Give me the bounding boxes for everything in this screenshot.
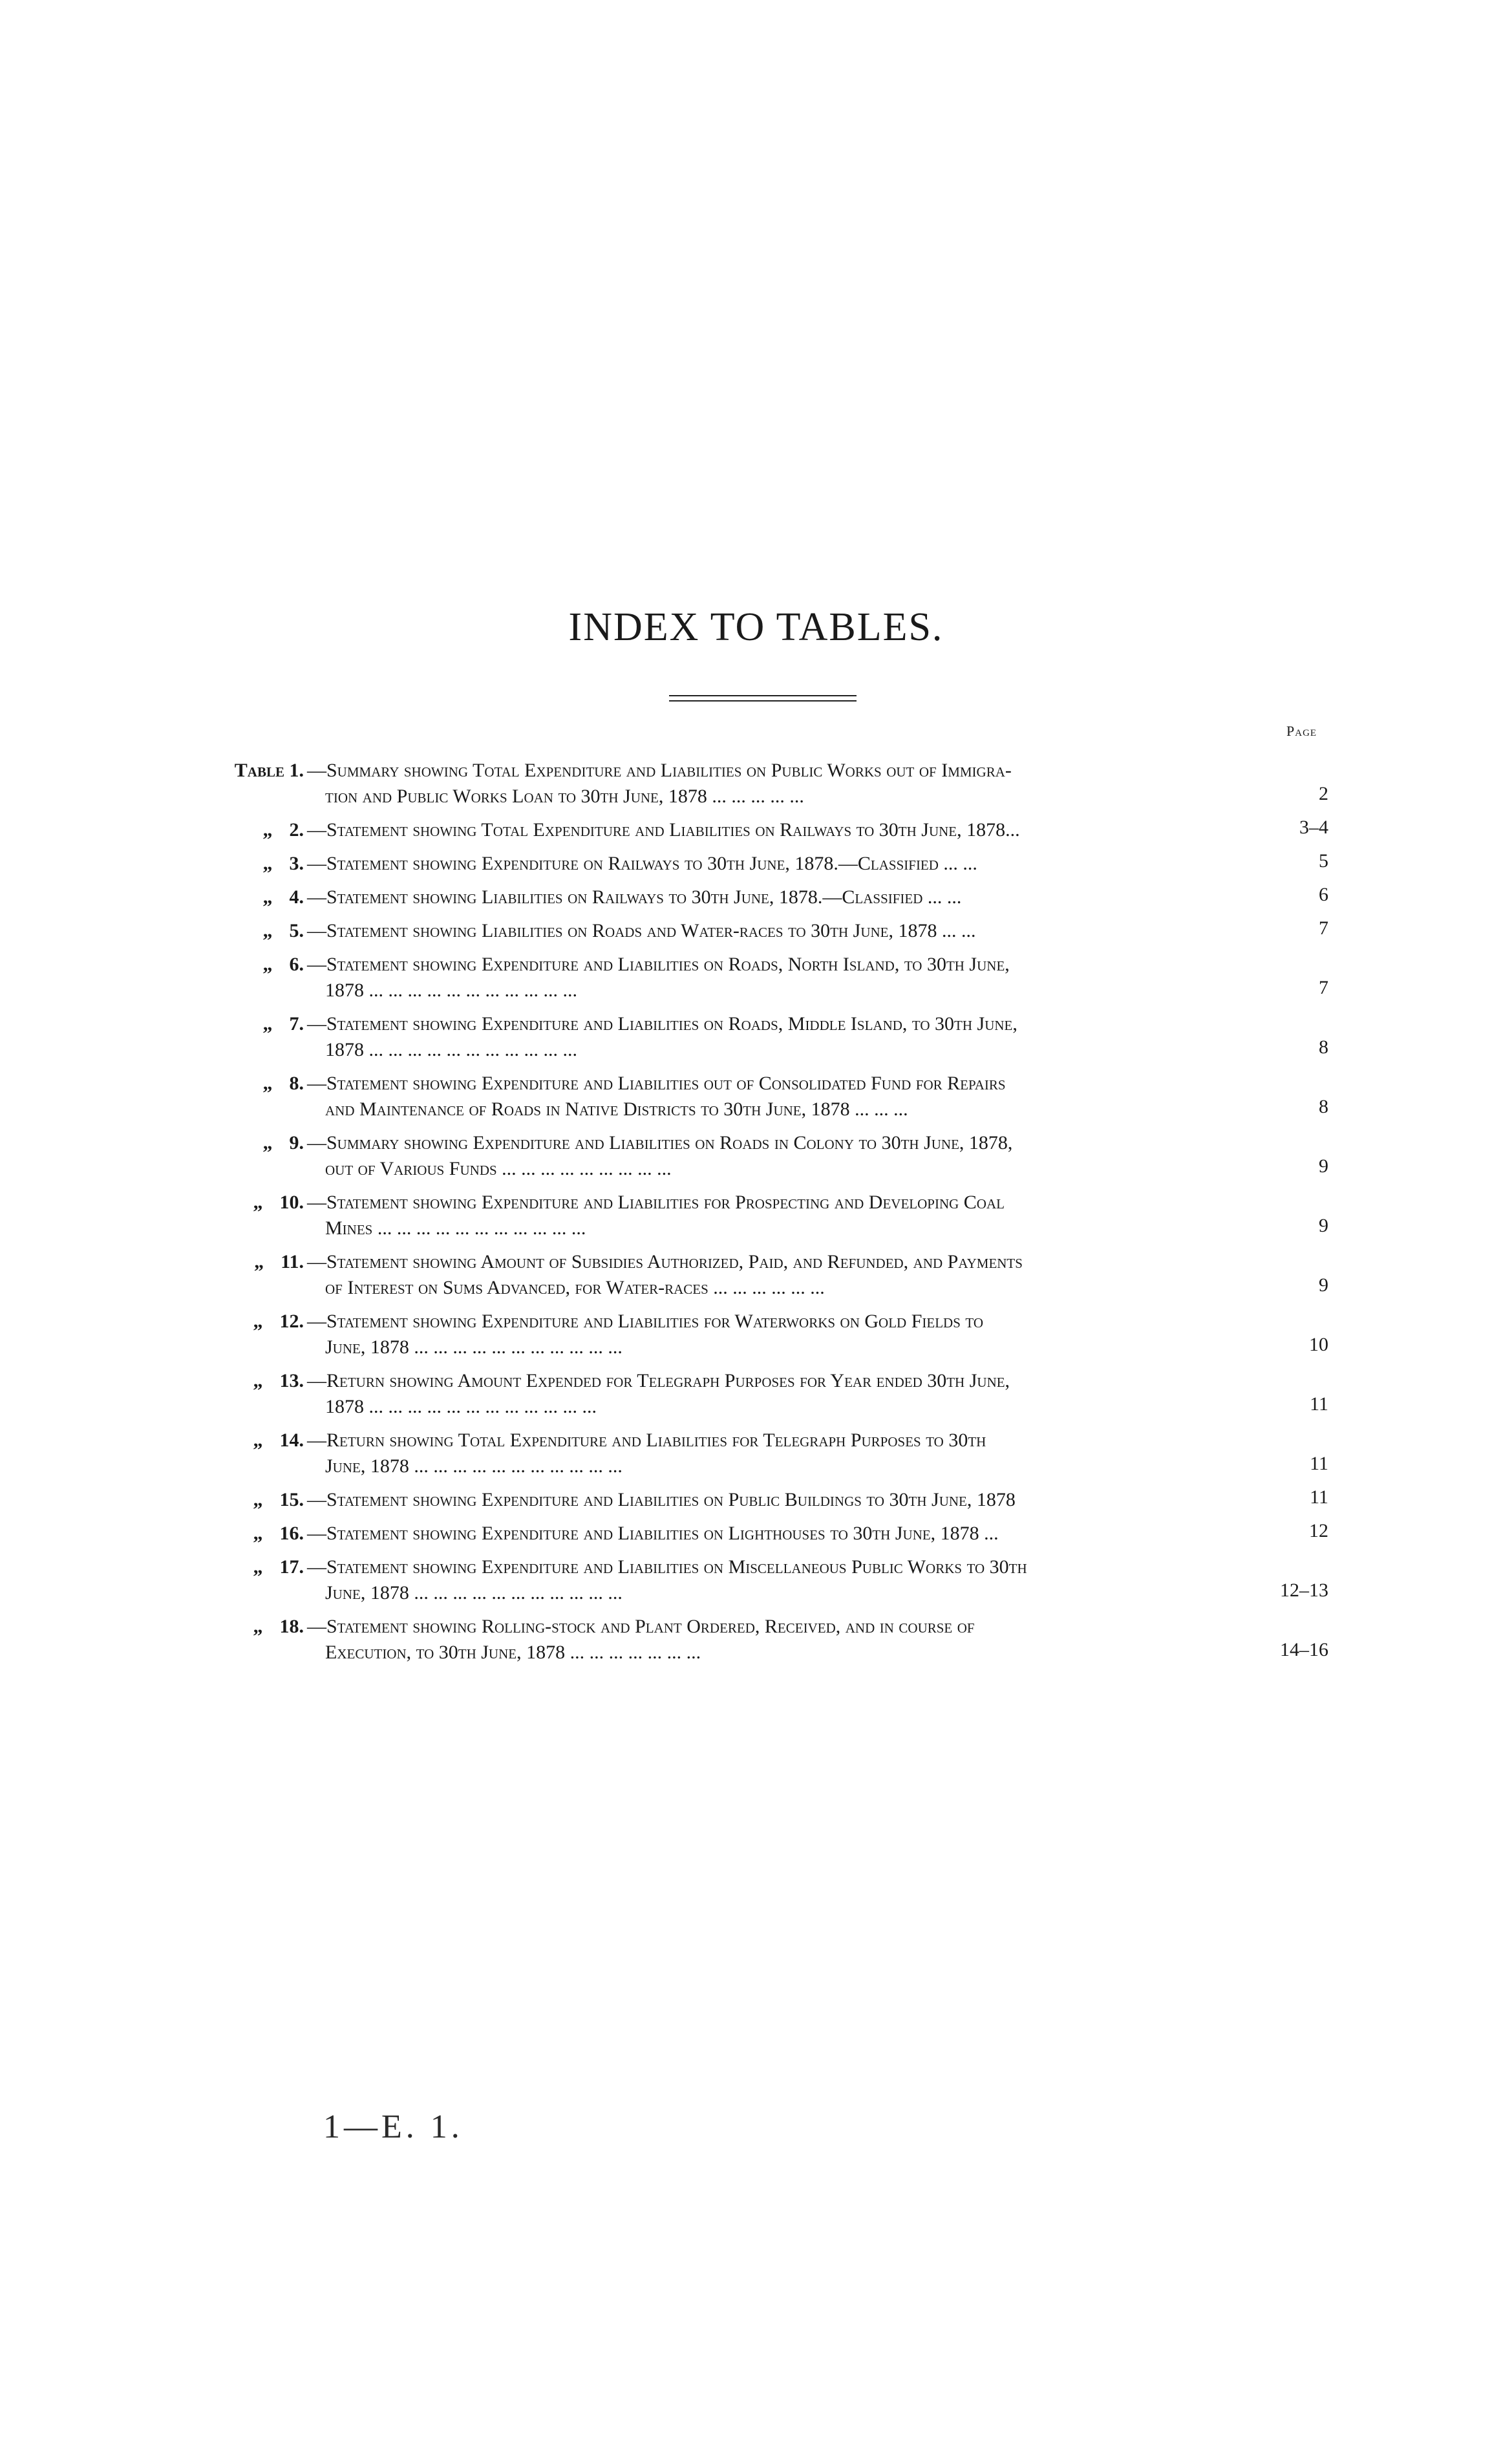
toc-entry	[187, 1190, 1328, 1241]
ditto-mark: „	[253, 1430, 263, 1451]
toc-entry-line: —Statement showing Expenditure and Liabilities out of Consolidated Fund for Repairs	[307, 1073, 1006, 1094]
table-number: 14.	[279, 1430, 304, 1451]
toc-page-number: 9	[1319, 1274, 1328, 1296]
toc-entry-line: —Statement showing Expenditure and Liabilities for Prospecting and Developing Coal	[307, 1192, 1005, 1213]
toc-entry-line: —Return showing Amount Expended for Telegraph Purposes for Year ended 30th June,	[307, 1370, 1010, 1391]
toc-entry-line: —Statement showing Liabilities on Railways to 30th June, 1878.—Classified ... ...	[307, 886, 962, 908]
toc-entry-title	[307, 952, 1244, 1003]
table-number: 6.	[289, 954, 304, 975]
toc-page-number: 11	[1310, 1486, 1328, 1508]
toc-entry	[187, 1554, 1328, 1606]
table-number: 16.	[279, 1523, 304, 1544]
toc-entry-prefix	[187, 1071, 304, 1097]
toc-entry	[187, 1011, 1328, 1063]
toc-entry-title	[307, 884, 1244, 910]
toc-entry-title	[307, 1428, 1244, 1479]
toc-entry	[187, 918, 1328, 944]
toc-entry-prefix	[187, 918, 304, 944]
toc-page-number: 9	[1319, 1215, 1328, 1236]
toc-entry-line: —Statement showing Expenditure and Liabilities on Public Buildings to 30th June, 1878	[307, 1489, 1016, 1510]
toc-page-number: 5	[1319, 850, 1328, 872]
toc-entry-line: —Statement showing Rolling-stock and Plant Ordered, Received, and in course of	[307, 1616, 975, 1637]
toc-entry-line: —Summary showing Expenditure and Liabilities on Roads in Colony to 30th June, 1878,	[307, 1132, 1013, 1153]
toc-entry-line-continued: and Maintenance of Roads in Native Districts to 30th June, 1878 ... ... ...	[325, 1099, 908, 1120]
table-number: 15.	[279, 1489, 304, 1510]
ditto-mark: „	[262, 920, 273, 941]
toc-entry-title	[307, 1190, 1244, 1241]
toc-entry-title	[307, 1614, 1244, 1666]
toc-entry-title	[307, 851, 1244, 877]
table-number: 1.	[289, 760, 304, 781]
toc-entry	[187, 1428, 1328, 1479]
toc-entry	[187, 851, 1328, 877]
table-number: 10.	[279, 1192, 304, 1213]
toc-entry-line-continued: June, 1878 ... ... ... ... ... ... ... ... ... ... ...	[325, 1582, 623, 1603]
table-number: 8.	[289, 1073, 304, 1094]
toc-entry-title	[307, 918, 1244, 944]
table-word: Table	[234, 760, 284, 781]
toc-entry-line: —Summary showing Total Expenditure and Liabilities on Public Works out of Immigra-	[307, 760, 1012, 781]
toc-page-number: 8	[1319, 1096, 1328, 1117]
toc-entry-line-continued: Mines ... ... ... ... ... ... ... ... ... ... ...	[325, 1217, 586, 1239]
toc-entry-title	[307, 1249, 1244, 1301]
toc-entry-line: —Statement showing Amount of Subsidies Authorized, Paid, and Refunded, and Payments	[307, 1251, 1023, 1272]
toc-entry-line: —Statement showing Expenditure on Railways to 30th June, 1878.—Classified ... ...	[307, 853, 977, 874]
toc-page-number: 10	[1309, 1334, 1328, 1355]
ditto-mark: „	[253, 1556, 263, 1578]
toc-entry	[187, 1130, 1328, 1182]
ditto-mark: „	[262, 886, 273, 908]
toc-entry-line: —Statement showing Total Expenditure and Liabilities on Railways to 30th June, 1878...	[307, 819, 1020, 841]
toc-entry-prefix	[187, 1554, 304, 1580]
table-number: 11.	[281, 1251, 304, 1272]
table-number: 12.	[279, 1311, 304, 1332]
toc-entry-prefix	[187, 1368, 304, 1394]
toc-entry-line: —Return showing Total Expenditure and Liabilities for Telegraph Purposes to 30th	[307, 1430, 986, 1451]
toc-entry-title	[307, 1309, 1244, 1360]
ditto-mark: „	[253, 1523, 263, 1544]
table-number: 4.	[289, 886, 304, 908]
toc-entry-line: —Statement showing Expenditure and Liabilities for Waterworks on Gold Fields to	[307, 1311, 984, 1332]
table-number: 13.	[279, 1370, 304, 1391]
ditto-mark: „	[253, 1370, 263, 1391]
toc-entry	[187, 1521, 1328, 1547]
table-of-contents	[187, 758, 1328, 1673]
toc-entry	[187, 1309, 1328, 1360]
toc-entry-line-continued: of Interest on Sums Advanced, for Water-races ... ... ... ... ... ...	[325, 1277, 825, 1298]
toc-entry-line: —Statement showing Expenditure and Liabilities on Miscellaneous Public Works to 30th	[307, 1556, 1027, 1578]
toc-page-number: 12	[1309, 1520, 1328, 1541]
toc-page-number: 3–4	[1299, 817, 1328, 838]
title-rule-top	[669, 695, 857, 696]
toc-entry-line: —Statement showing Expenditure and Liabilities on Roads, Middle Island, to 30th June,	[307, 1013, 1017, 1034]
ditto-mark: „	[253, 1311, 263, 1332]
toc-entry-title	[307, 1071, 1244, 1122]
ditto-mark: „	[262, 1073, 273, 1094]
toc-entry-title	[307, 1368, 1244, 1420]
toc-entry-title	[307, 1011, 1244, 1063]
toc-entry	[187, 758, 1328, 809]
toc-entry-prefix	[187, 1249, 304, 1275]
toc-entry	[187, 1071, 1328, 1122]
toc-entry-title	[307, 1130, 1244, 1182]
toc-entry-prefix	[187, 1011, 304, 1037]
table-number: 3.	[289, 853, 304, 874]
table-number: 5.	[289, 920, 304, 941]
footer-signature-mark: 1—E. 1.	[323, 2108, 463, 2145]
ditto-mark: „	[253, 1616, 263, 1637]
toc-entry	[187, 1249, 1328, 1301]
toc-page-number: 2	[1319, 783, 1328, 804]
title-rule-bottom	[669, 700, 857, 702]
toc-entry-line-continued: out of Various Funds ... ... ... ... ... ... ... ... ...	[325, 1158, 672, 1179]
toc-entry	[187, 952, 1328, 1003]
toc-page-number: 6	[1319, 884, 1328, 905]
toc-entry-prefix	[187, 1521, 304, 1547]
toc-entry-line: —Statement showing Liabilities on Roads and Water-races to 30th June, 1878 ... ...	[307, 920, 976, 941]
toc-entry-line: —Statement showing Expenditure and Liabilities on Lighthouses to 30th June, 1878 ...	[307, 1523, 999, 1544]
toc-entry-line-continued: 1878 ... ... ... ... ... ... ... ... ... ... ... ...	[325, 1396, 597, 1417]
toc-page-number: 11	[1310, 1393, 1328, 1415]
ditto-mark: „	[254, 1251, 264, 1272]
toc-page-number: 12–13	[1280, 1580, 1328, 1601]
toc-entry-prefix	[187, 1130, 304, 1156]
toc-entry	[187, 1368, 1328, 1420]
ditto-mark: „	[253, 1489, 263, 1510]
toc-page-number: 8	[1319, 1036, 1328, 1058]
toc-entry-prefix	[187, 952, 304, 978]
table-number: 17.	[279, 1556, 304, 1578]
toc-entry-title	[307, 1554, 1244, 1606]
ditto-mark: „	[262, 1013, 273, 1034]
toc-entry-prefix	[187, 1487, 304, 1513]
ditto-mark: „	[262, 954, 273, 975]
toc-entry-title	[307, 1487, 1244, 1513]
page-column-header: Page	[1286, 723, 1317, 739]
toc-entry-prefix	[187, 1614, 304, 1640]
toc-entry-title	[307, 817, 1244, 843]
table-number: 2.	[289, 819, 304, 841]
toc-entry-line-continued: 1878 ... ... ... ... ... ... ... ... ... ... ...	[325, 980, 577, 1001]
table-number: 7.	[289, 1013, 304, 1034]
toc-entry-prefix	[187, 1428, 304, 1453]
toc-entry-prefix	[187, 817, 304, 843]
toc-entry-line-continued: Execution, to 30th June, 1878 ... ... ... ... ... ... ...	[325, 1642, 701, 1663]
toc-entry-prefix	[187, 851, 304, 877]
toc-page-number: 14–16	[1280, 1639, 1328, 1660]
ditto-mark: „	[253, 1192, 263, 1213]
ditto-mark: „	[262, 853, 273, 874]
toc-entry-title	[307, 758, 1244, 809]
toc-entry-line-continued: tion and Public Works Loan to 30th June, 1878 ... ... ... ... ...	[325, 786, 804, 807]
toc-entry	[187, 1487, 1328, 1513]
toc-entry-prefix	[187, 1190, 304, 1216]
ditto-mark: „	[262, 1132, 273, 1153]
toc-entry-line-continued: 1878 ... ... ... ... ... ... ... ... ... ... ...	[325, 1039, 577, 1060]
toc-entry-line-continued: June, 1878 ... ... ... ... ... ... ... ... ... ... ...	[325, 1455, 623, 1477]
table-number: 9.	[289, 1132, 304, 1153]
ditto-mark: „	[262, 819, 273, 841]
toc-entry	[187, 884, 1328, 910]
toc-entry-title	[307, 1521, 1244, 1547]
table-number: 18.	[279, 1616, 304, 1637]
toc-page-number: 11	[1310, 1453, 1328, 1474]
page-title: INDEX TO TABLES.	[568, 605, 944, 649]
toc-page-number: 7	[1319, 977, 1328, 998]
toc-page-number: 9	[1319, 1155, 1328, 1177]
toc-entry-prefix	[187, 1309, 304, 1335]
toc-entry-prefix	[187, 758, 304, 784]
toc-entry-line-continued: June, 1878 ... ... ... ... ... ... ... ... ... ... ...	[325, 1336, 623, 1358]
toc-entry	[187, 817, 1328, 843]
toc-entry-line: —Statement showing Expenditure and Liabilities on Roads, North Island, to 30th June,	[307, 954, 1010, 975]
toc-entry	[187, 1614, 1328, 1666]
toc-entry-prefix	[187, 884, 304, 910]
toc-page-number: 7	[1319, 917, 1328, 939]
